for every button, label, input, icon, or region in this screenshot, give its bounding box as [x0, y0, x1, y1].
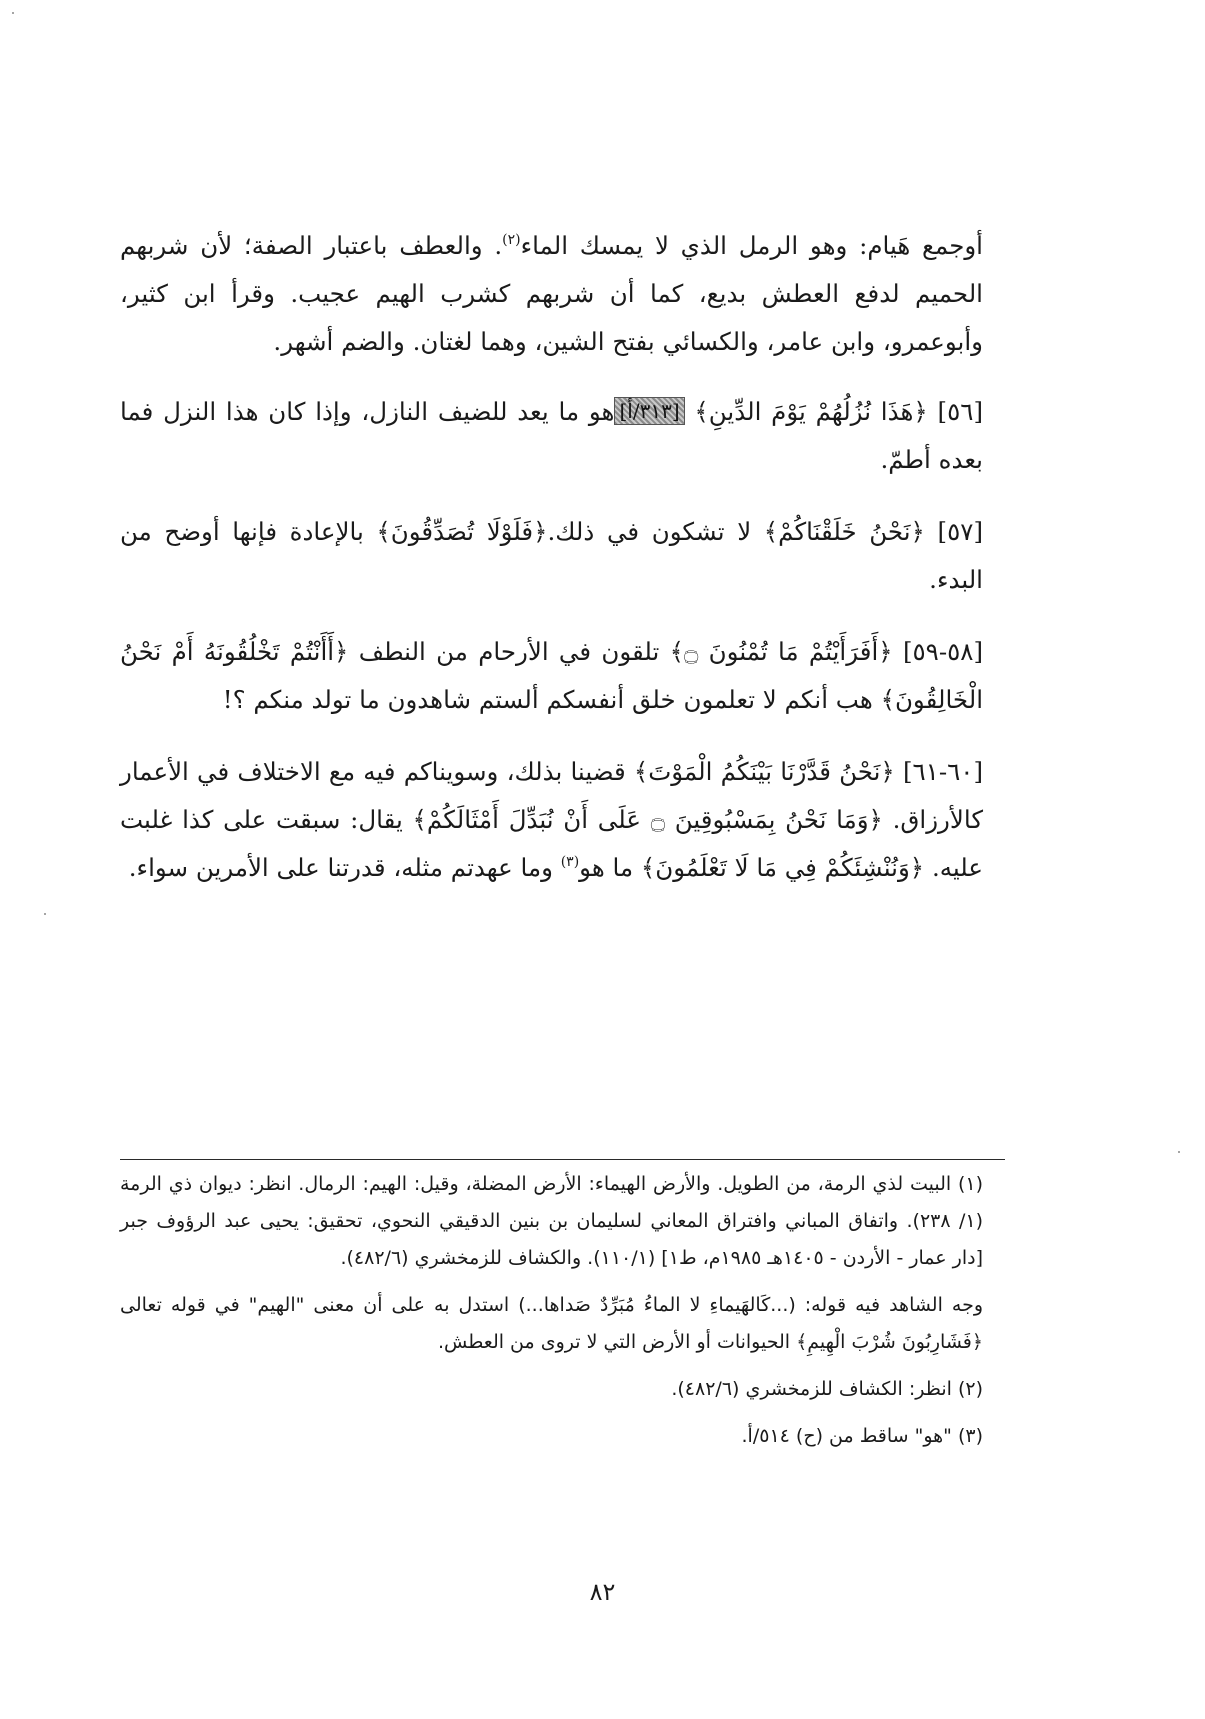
quran-quote: ﴿نَحْنُ قَدَّرْنَا بَيْنَكُمُ الْمَوْتَ﴾: [625, 757, 903, 786]
verse-reference: [٥٧]: [937, 517, 983, 546]
footnote: (١) البيت لذي الرمة، من الطويل. والأرض الهيماء: الأرض المضلة، وقيل: الهيم: الرمال. انظر: ديوان ذي الرمة (١/ ٢٣٨). واتفاق المباني وافتراق المعاني لسليمان بن بنين الدقيقي النحوي، تحقيق: يحيى عبد الرؤوف جبر [دار عمار - الأردن - ١٤٠٥هـ ١٩٨٥م، ط١] (١١٠/١). والكشاف للزمخشري (٤٨٢/٦).: [120, 1173, 983, 1269]
quran-quote: ﴿وَمَا نَحْنُ بِمَسْبُوقِينَ ۝ عَلَى أَنْ نُبَدِّلَ أَمْثَالَكُمْ﴾: [402, 805, 883, 834]
body-text: تلقون في الأرحام من النطف: [348, 637, 660, 666]
quran-quote: ﴿أَأَنْتُمْ تَخْلُقُونَهُ أَمْ نَحْنُ الْخَالِقُونَ﴾: [120, 637, 983, 714]
footnote-reference: (٣): [560, 854, 580, 870]
page-number: ٨٢: [589, 1578, 616, 1606]
body-text: قضينا بذلك، وسويناكم فيه مع الاختلاف في الأعمار كالأرزاق.: [120, 757, 983, 834]
paragraph: [120, 222, 983, 366]
paragraph: [120, 748, 983, 892]
footnote-reference: (٢): [502, 232, 521, 248]
body-text: هب أنكم لا تعلمون خلق أنفسكم ألستم شاهدون ما تولد منكم ؟!: [222, 685, 873, 714]
quran-quote: ﴿هَذَا نُزُلُهُمْ يَوْمَ الدِّينِ﴾: [684, 397, 938, 426]
quran-quote: ﴿وَنُنْشِئَكُمْ فِي مَا لَا تَعْلَمُونَ﴾: [633, 853, 925, 882]
verse-reference: [٥٨-٥٩]: [902, 637, 983, 666]
main-text-body: [120, 222, 983, 916]
footnote: وجه الشاهد فيه قوله: (...كَالهَيماءِ لا الماءُ مُبَرِّدٌ صَداها...) استدل به على أن معنى "الهيم" في قوله تعالى ﴿فَشَارِبُونَ شُرْبَ الْهِيمِ﴾ الحيوانات أو الأرض التي لا تروى من العطش.: [120, 1294, 983, 1353]
footnote: (٣) "هو" ساقط من (ح) ٥١٤/أ.: [741, 1425, 983, 1447]
verse-reference: [٥٦]: [937, 397, 983, 426]
paragraph: [120, 508, 983, 604]
body-text: لا تشكون في ذلك.: [547, 517, 752, 546]
scan-speck: [12, 12, 14, 14]
manuscript-folio-stamp: [٣١٣/أ]: [614, 397, 684, 425]
body-text: بالإعادة فإنها أوضح من البدء.: [120, 517, 983, 594]
body-text: أوجمع هَيام: وهو الرمل الذي لا يمسك الماء: [520, 231, 983, 260]
footnote: (٢) انظر: الكشاف للزمخشري (٤٨٢/٦).: [671, 1378, 983, 1400]
body-text: يقال: سبقت على كذا غلبت عليه.: [120, 805, 983, 882]
footnote-divider: [120, 1159, 1005, 1160]
body-text: هو ما يعد للضيف النازل، وإذا كان هذا النزل فما بعده أطمّ.: [120, 397, 983, 474]
scan-speck: [1178, 1151, 1180, 1153]
body-text: ما هو: [579, 853, 634, 882]
paragraph: [120, 628, 983, 724]
footnotes-section: [120, 1166, 983, 1465]
body-text: وما عهدتم مثله، قدرتنا على الأمرين سواء.: [128, 853, 561, 882]
verse-reference: [٦٠-٦١]: [902, 757, 984, 786]
quran-quote: ﴿أَفَرَأَيْتُمْ مَا تُمْنُونَ ۝﴾: [659, 637, 903, 666]
quran-quote: ﴿نَحْنُ خَلَقْنَاكُمْ﴾: [751, 517, 938, 546]
body-text: . والعطف باعتبار الصفة؛ لأن شربهم الحميم لدفع العطش بديع، كما أن شربهم كشرب الهيم عجيب. وقرأ ابن كثير، وأبوعمرو، وابن عامر، والكسائي بفتح الشين، وهما لغتان. والضم أشهر.: [120, 231, 983, 356]
scan-speck: [44, 913, 46, 915]
quran-quote: ﴿فَلَوْلَا تُصَدِّقُونَ﴾: [363, 517, 548, 546]
paragraph: [120, 388, 983, 484]
